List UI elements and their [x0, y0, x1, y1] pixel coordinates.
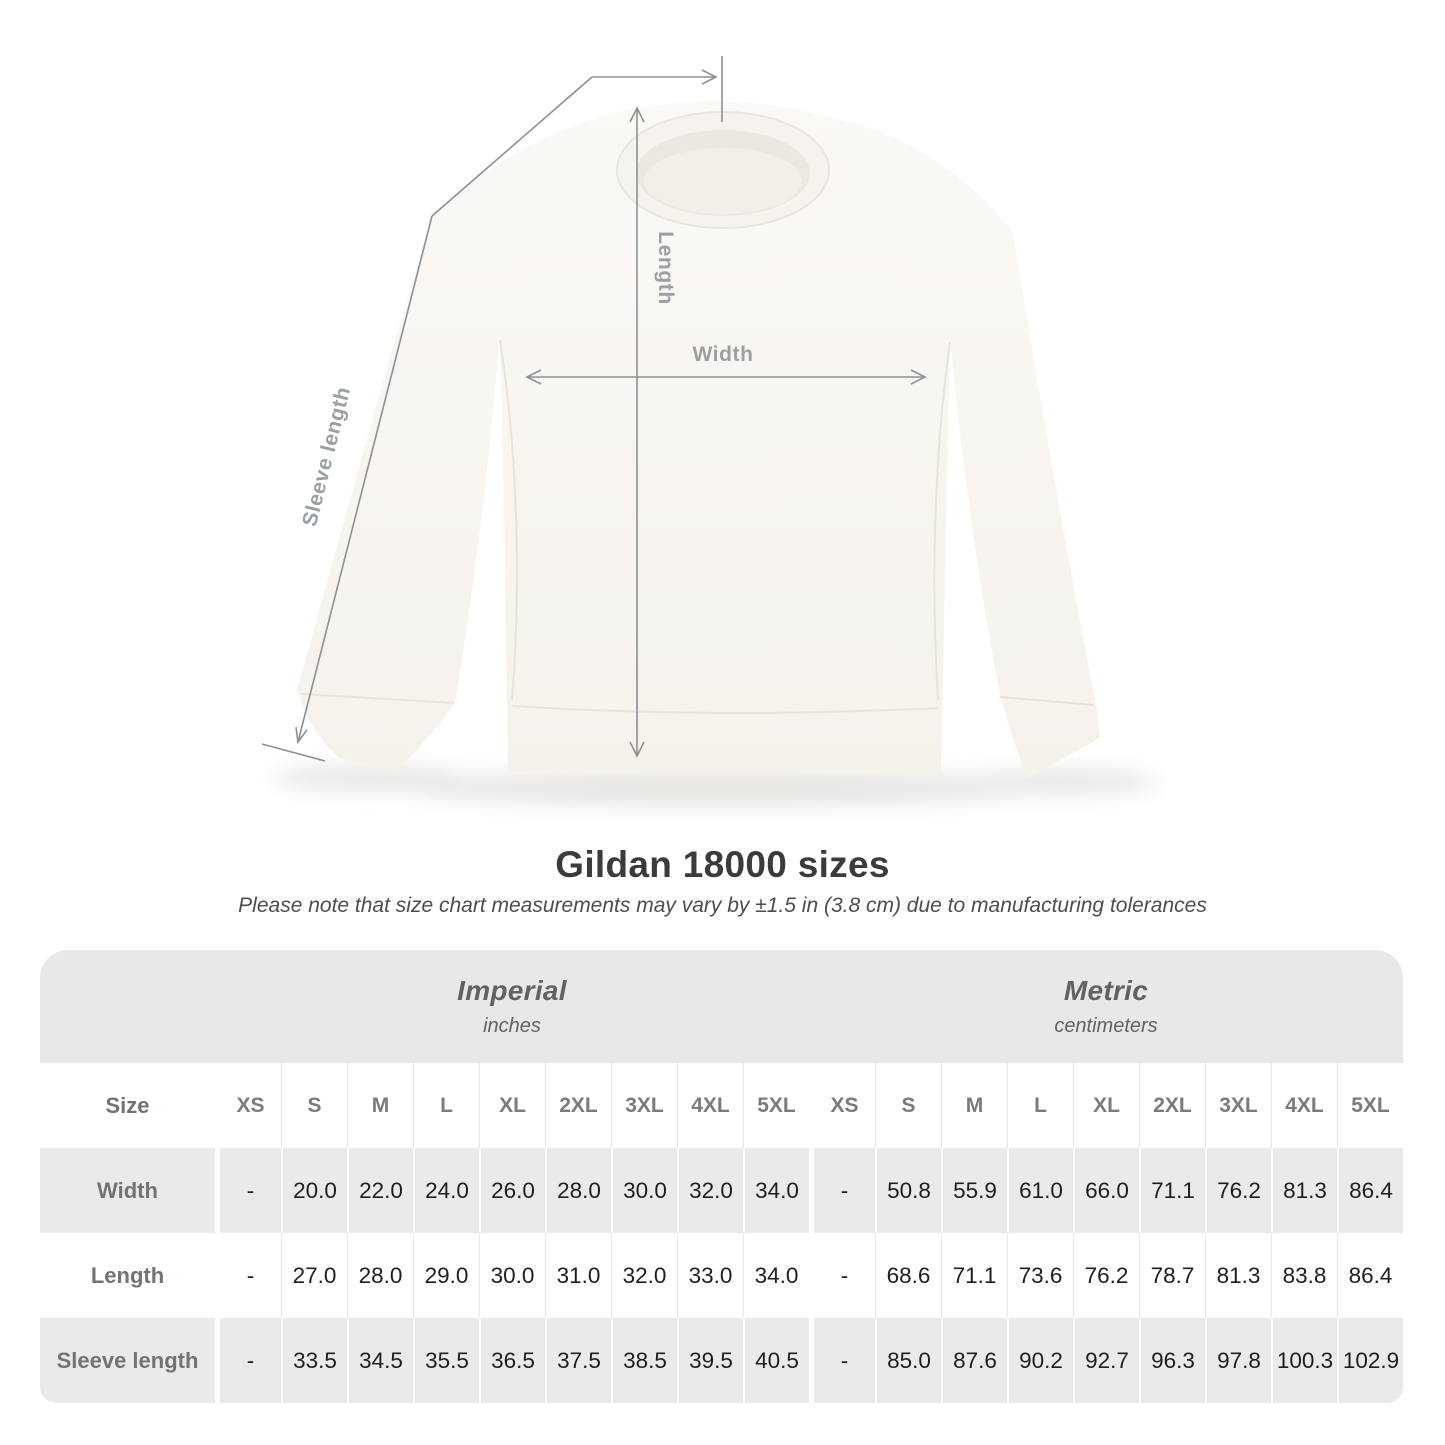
cell-value: 55.9 — [941, 1148, 1007, 1233]
cell-value: 35.5 — [413, 1318, 479, 1403]
cell-value: 86.4 — [1337, 1148, 1403, 1233]
units-band — [40, 950, 1403, 1063]
cell-value: 28.0 — [347, 1233, 413, 1318]
tolerance-note: Please note that size chart measurements may vary by ±1.5 in (3.8 cm) due to manufacturing tolerances — [238, 894, 1207, 917]
col-header-l: L — [1007, 1063, 1073, 1148]
col-header-xs: XS — [215, 1063, 281, 1148]
col-header-3xl: 3XL — [611, 1063, 677, 1148]
col-header-s: S — [875, 1063, 941, 1148]
col-header-s: S — [281, 1063, 347, 1148]
section-unit: inches — [483, 1015, 541, 1037]
cell-value: 37.5 — [545, 1318, 611, 1403]
cuff-tick-line — [262, 744, 325, 761]
cell-value: 97.8 — [1205, 1318, 1271, 1403]
cell-value: 86.4 — [1337, 1233, 1403, 1318]
cell-value: 40.5 — [743, 1318, 809, 1403]
cell-value: 27.0 — [281, 1233, 347, 1318]
cell-value: - — [215, 1318, 281, 1403]
cell-value: 78.7 — [1139, 1233, 1205, 1318]
cell-value: 68.6 — [875, 1233, 941, 1318]
cell-value: 90.2 — [1007, 1318, 1073, 1403]
col-header-5xl: 5XL — [743, 1063, 809, 1148]
cell-value: 34.5 — [347, 1318, 413, 1403]
cell-value: 26.0 — [479, 1148, 545, 1233]
cell-value: 39.5 — [677, 1318, 743, 1403]
cell-value: 33.5 — [281, 1318, 347, 1403]
sleeve-length-label: Sleeve length — [298, 384, 356, 529]
cell-value: 24.0 — [413, 1148, 479, 1233]
cell-value: 30.0 — [479, 1233, 545, 1318]
col-header-xs: XS — [809, 1063, 875, 1148]
cell-value: 34.0 — [743, 1148, 809, 1233]
cell-value: 76.2 — [1073, 1233, 1139, 1318]
width-label: Width — [692, 343, 754, 366]
row-label-width: Width — [40, 1148, 215, 1233]
row-label-length: Length — [40, 1233, 215, 1318]
cell-value: 38.5 — [611, 1318, 677, 1403]
cell-value: 36.5 — [479, 1318, 545, 1403]
cell-value: - — [809, 1233, 875, 1318]
cell-value: 32.0 — [611, 1233, 677, 1318]
length-label: Length — [654, 231, 677, 305]
cell-value: 71.1 — [941, 1233, 1007, 1318]
col-header-xl: XL — [1073, 1063, 1139, 1148]
cell-value: 50.8 — [875, 1148, 941, 1233]
col-header-3xl: 3XL — [1205, 1063, 1271, 1148]
col-header-m: M — [941, 1063, 1007, 1148]
cell-value: 66.0 — [1073, 1148, 1139, 1233]
col-header-m: M — [347, 1063, 413, 1148]
cell-value: 85.0 — [875, 1318, 941, 1403]
cell-value: 29.0 — [413, 1233, 479, 1318]
col-header-5xl: 5XL — [1337, 1063, 1403, 1148]
col-header-xl: XL — [479, 1063, 545, 1148]
section-header-metric — [809, 950, 1403, 1063]
cell-value: - — [215, 1233, 281, 1318]
cell-value: 31.0 — [545, 1233, 611, 1318]
cell-value: 34.0 — [743, 1233, 809, 1318]
section-header-imperial — [215, 950, 809, 1063]
cell-value: - — [809, 1148, 875, 1233]
cell-value: 71.1 — [1139, 1148, 1205, 1233]
cell-value: 28.0 — [545, 1148, 611, 1233]
col-header-4xl: 4XL — [677, 1063, 743, 1148]
cell-value: 81.3 — [1205, 1233, 1271, 1318]
section-name: Imperial — [457, 975, 567, 1006]
col-header-2xl: 2XL — [1139, 1063, 1205, 1148]
cell-value: 61.0 — [1007, 1148, 1073, 1233]
cell-value: 81.3 — [1271, 1148, 1337, 1233]
cell-value: 83.8 — [1271, 1233, 1337, 1318]
cell-value: - — [809, 1318, 875, 1403]
cell-value: 102.9 — [1337, 1318, 1403, 1403]
cell-value: 76.2 — [1205, 1148, 1271, 1233]
page-title: Gildan 18000 sizes — [555, 844, 890, 885]
cell-value: 100.3 — [1271, 1318, 1337, 1403]
cell-value: 32.0 — [677, 1148, 743, 1233]
row-label-sleeve-length: Sleeve length — [40, 1318, 215, 1403]
cell-value: 33.0 — [677, 1233, 743, 1318]
section-name: Metric — [1063, 975, 1149, 1006]
size-corner-label: Size — [40, 1063, 215, 1148]
cell-value: 30.0 — [611, 1148, 677, 1233]
cell-value: - — [215, 1148, 281, 1233]
size-table — [40, 950, 1403, 1403]
cell-value: 22.0 — [347, 1148, 413, 1233]
cell-value: 92.7 — [1073, 1318, 1139, 1403]
section-unit: centimeters — [1054, 1015, 1158, 1037]
col-header-l: L — [413, 1063, 479, 1148]
col-header-4xl: 4XL — [1271, 1063, 1337, 1148]
col-header-2xl: 2XL — [545, 1063, 611, 1148]
collar — [617, 112, 829, 228]
cell-value: 87.6 — [941, 1318, 1007, 1403]
cell-value: 20.0 — [281, 1148, 347, 1233]
cell-value: 96.3 — [1139, 1318, 1205, 1403]
cell-value: 73.6 — [1007, 1233, 1073, 1318]
